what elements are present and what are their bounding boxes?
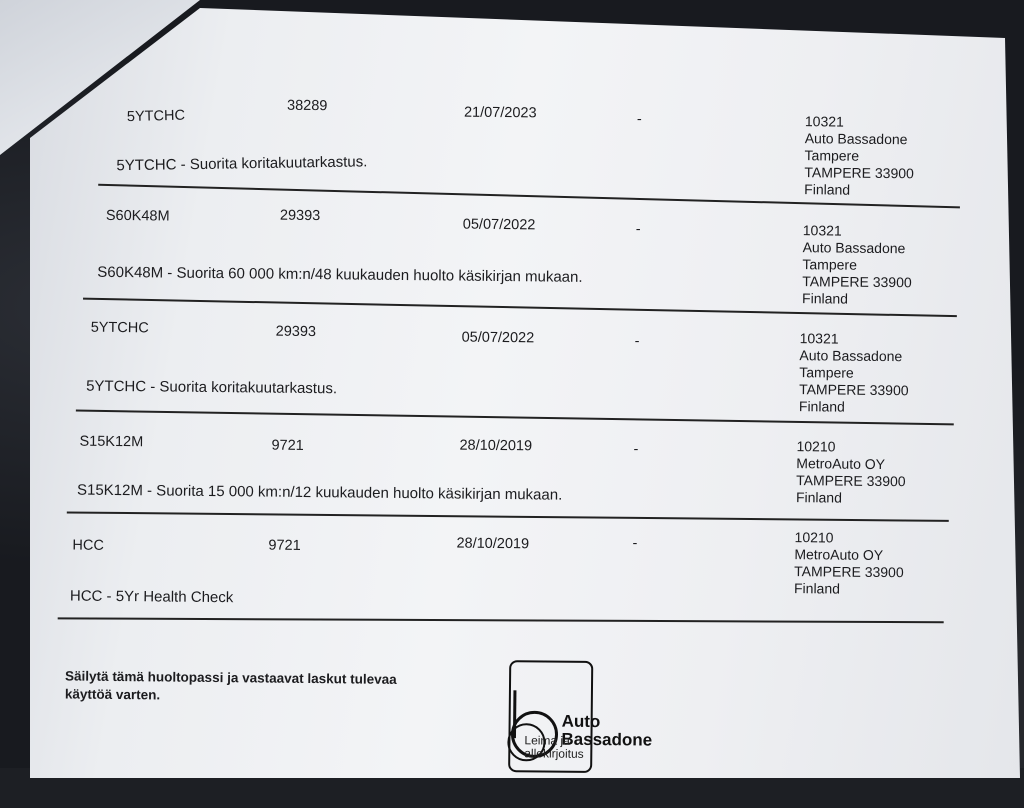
- service-date: 05/07/2022: [462, 216, 536, 234]
- retention-note: Säilytä tämä huoltopassi ja vastaavat laskut tulevaa käyttöä varten.: [64, 668, 397, 703]
- dealer-address: 10321 Auto Bassadone Tampere TAMPERE 33900 Finland: [804, 113, 914, 198]
- service-description: S60K48M - Suorita 60 000 km:n/48 kuukauden huolto käsikirjan mukaan.: [97, 263, 583, 286]
- dealer-address: 10321 Auto Bassadone Tampere TAMPERE 33900 Finland: [798, 330, 909, 415]
- service-description: 5YTCHC - Suorita koritakuutarkastus.: [86, 377, 338, 398]
- service-description: S15K12M - Suorita 15 000 km:n/12 kuukauden huolto käsikirjan mukaan.: [76, 481, 563, 504]
- service-code: 5YTCHC: [90, 319, 149, 337]
- dealer-address: 10210 MetroAuto OY TAMPERE 33900 Finland: [793, 529, 904, 597]
- mileage: 29393: [279, 207, 321, 225]
- service-code: 5YTCHC: [126, 107, 186, 126]
- dash: -: [633, 441, 639, 458]
- mileage: 9721: [271, 437, 304, 454]
- service-date: 28/10/2019: [456, 535, 530, 553]
- stamp-signature-label: Leima ja allekirjoitus: [524, 733, 584, 761]
- dash: -: [634, 333, 640, 350]
- row-divider: [67, 511, 949, 521]
- dealer-address: 10321 Auto Bassadone Tampere TAMPERE 33900 Finland: [801, 222, 912, 307]
- dash: -: [635, 221, 641, 238]
- dash: -: [636, 111, 642, 128]
- service-description: HCC - 5Yr Health Check: [69, 587, 234, 607]
- dealer-address: 10210 MetroAuto OY TAMPERE 33900 Finland: [795, 438, 906, 506]
- service-code: S15K12M: [79, 433, 144, 451]
- service-code: S60K48M: [105, 207, 170, 225]
- mileage: 38289: [286, 97, 328, 115]
- brand-logo-text: Auto Bassadone: [561, 711, 653, 750]
- dash: -: [632, 535, 638, 552]
- service-code: HCC: [72, 537, 104, 554]
- service-date: 21/07/2023: [463, 104, 537, 122]
- mileage: 29393: [275, 323, 317, 341]
- row-divider: [58, 617, 944, 623]
- service-description: 5YTCHC - Suorita koritakuutarkastus.: [116, 153, 368, 175]
- service-date: 05/07/2022: [461, 329, 535, 347]
- service-date: 28/10/2019: [459, 437, 533, 455]
- mileage: 9721: [268, 537, 301, 554]
